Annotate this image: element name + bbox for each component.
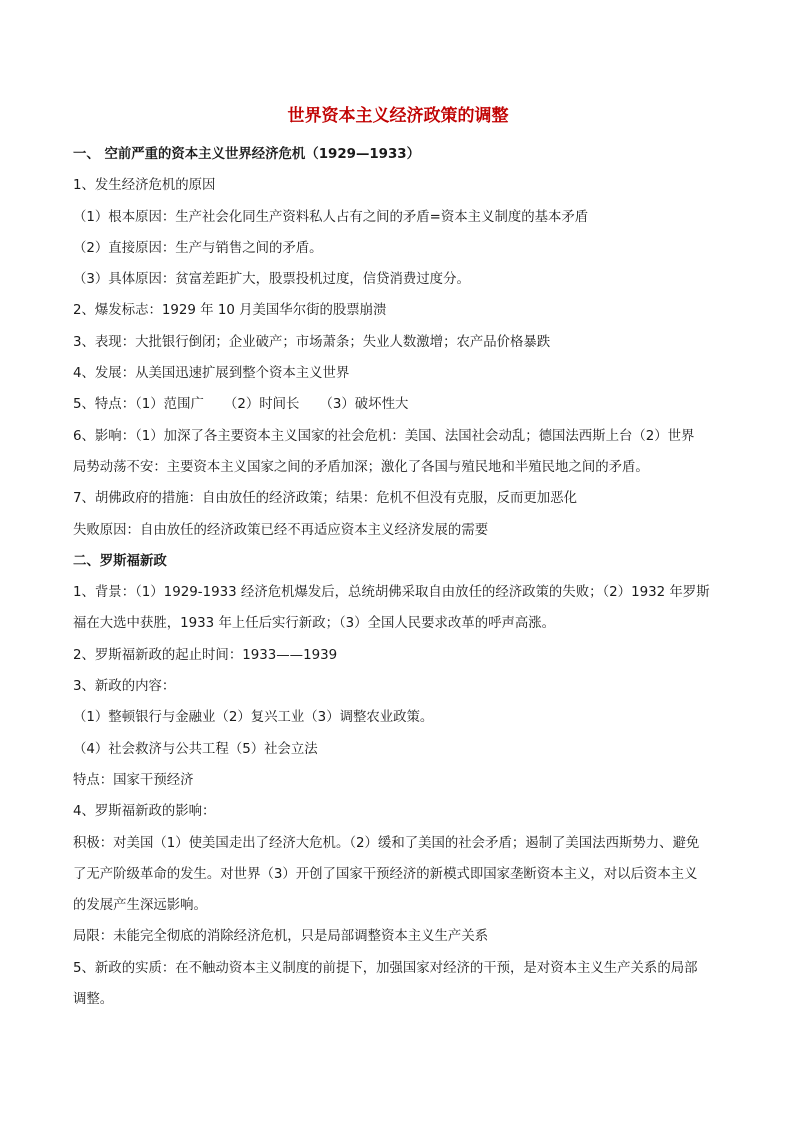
s2-item-3b: （4）社会救济与公共工程（5）社会立法 (73, 741, 318, 757)
s2-item-5-line2: 调整。 (73, 992, 114, 1008)
s2-item-3a: （1）整顿银行与金融业（2）复兴工业（3）调整农业政策。 (73, 710, 434, 726)
s1-item-1a: （1）根本原因：生产社会化同生产资料私人占有之间的矛盾=资本主义制度的基本矛盾 (73, 209, 589, 225)
document-title: 世界资本主义经济政策的调整 (287, 106, 509, 126)
s1-item-7: 7、胡佛政府的措施：自由放任的经济政策；结果：危机不但没有克服，反而更加恶化 (73, 491, 577, 507)
s1-item-1: 1、发生经济危机的原因 (73, 178, 216, 194)
section-heading-2: 二、罗斯福新政 (73, 553, 167, 569)
s1-item-3: 3、表现：大批银行倒闭；企业破产；市场萧条；失业人数激增；农产品价格暴跌 (73, 334, 551, 350)
s1-item-4: 4、发展：从美国迅速扩展到整个资本主义世界 (73, 366, 350, 382)
s2-positive-line1: 积极：对美国（1）使美国走出了经济大危机。（2）缓和了美国的社会矛盾；遏制了美国法西斯势力、避免 (73, 835, 700, 851)
s1-item-1b: （2）直接原因：生产与销售之间的矛盾。 (73, 240, 323, 256)
s1-item-2: 2、爆发标志：1929 年 10 月美国华尔街的股票崩溃 (73, 303, 387, 319)
s2-item-4: 4、罗斯福新政的影响： (73, 804, 216, 820)
s1-item-6-line1: 6、影响：（1）加深了各主要资本主义国家的社会危机：美国、法国社会动乱；德国法西斯上台（2）世界 (73, 428, 695, 444)
s2-item-5-line1: 5、新政的实质：在不触动资本主义制度的前提下，加强国家对经济的干预，是对资本主义生产关系的局部 (73, 960, 698, 976)
s2-positive-line2: 了无产阶级革命的发生。对世界（3）开创了国家干预经济的新模式即国家垄断资本主义，对以后资本主义 (73, 866, 698, 882)
s2-item-1-line2: 福在大选中获胜，1933 年上任后实行新政；（3）全国人民要求改革的呼声高涨。 (73, 616, 556, 632)
s1-item-5: 5、特点：（1）范围广 （2）时间长 （3）破坏性大 (73, 397, 409, 413)
s1-item-1c: （3）具体原因：贫富差距扩大，股票投机过度，信贷消费过度分。 (73, 272, 470, 288)
s2-item-3: 3、新政的内容： (73, 679, 176, 695)
s1-item-6-line2: 局势动荡不安：主要资本主义国家之间的矛盾加深；激化了各国与殖民地和半殖民地之间的矛盾。 (73, 459, 649, 475)
s2-item-1-line1: 1、背景：（1）1929-1933 经济危机爆发后，总统胡佛采取自由放任的经济政策的失败；（2）1932 年罗斯 (73, 585, 710, 601)
s2-feature: 特点：国家干预经济 (73, 772, 194, 788)
document-body (73, 143, 723, 1019)
s2-item-2: 2、罗斯福新政的起止时间：1933——1939 (73, 647, 338, 663)
s2-positive-line3: 的发展产生深远影响。 (73, 898, 207, 914)
s2-limitation: 局限：未能完全彻底的消除经济危机，只是局部调整资本主义生产关系 (73, 929, 489, 945)
s1-failure-reason: 失败原因：自由放任的经济政策已经不再适应资本主义经济发展的需要 (73, 522, 489, 538)
section-heading-1: 一、 空前严重的资本主义世界经济危机（1929—1933） (73, 147, 421, 162)
